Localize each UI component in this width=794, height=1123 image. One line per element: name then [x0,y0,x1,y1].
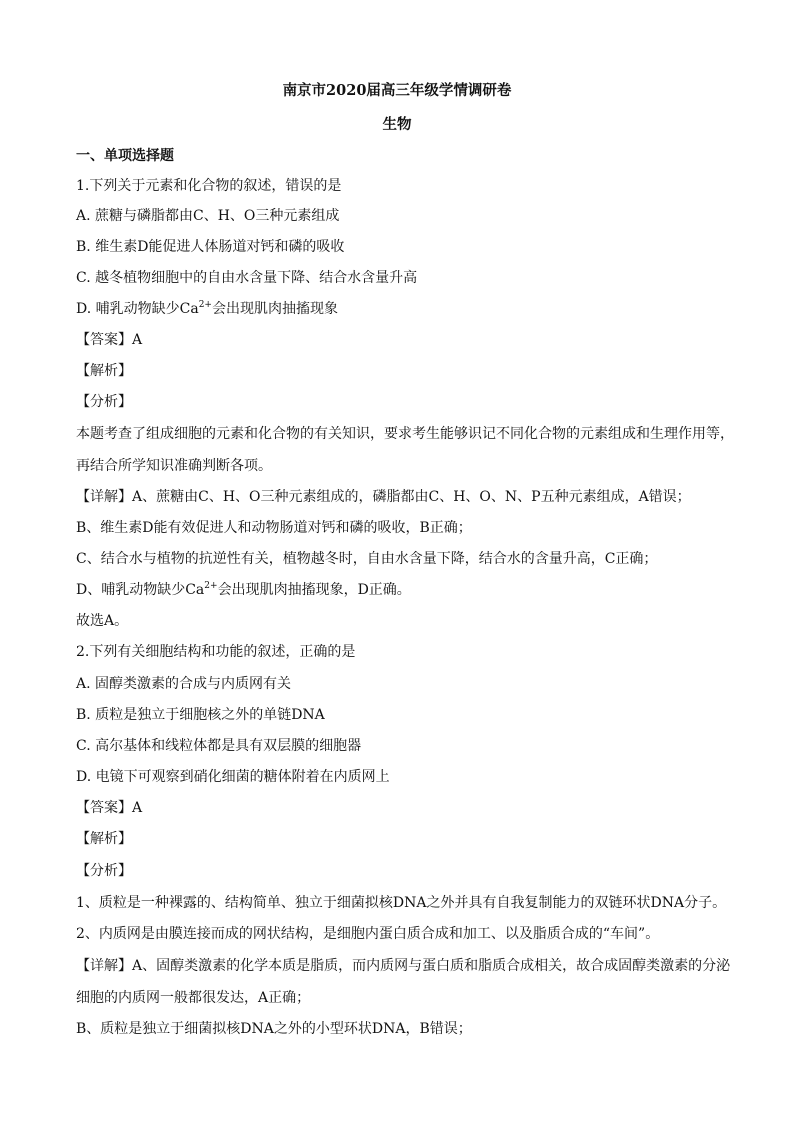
q2-option-a: A. 固醇类激素的合成与内质网有关 [76,676,292,692]
q2-detail-a-line-2: 细胞的内质网一般都很发达，A正确； [76,990,311,1006]
q1-detail-c: C、结合水与植物的抗逆性有关，植物越冬时，自由水含量下降，结合水的含量升高，C正确； [76,551,658,567]
exam-title: 南京市2020届高三年级学情调研卷 [282,82,512,99]
q1-answer: 【答案】A [76,332,143,348]
q2-jiexi-label: 【解析】 [76,831,132,847]
q1-detail-d [76,580,411,600]
q2-point-1: 1、质粒是一种裸露的、结构简单、独立于细菌拟核DNA之外并具有自我复制能力的双链环状DNA分子。 [76,895,727,911]
q1-option-b: B. 维生素D能促进人体肠道对钙和磷的吸收 [76,239,345,255]
q2-answer: 【答案】A [76,800,143,816]
q1-analysis-line-2: 再结合所学知识准确判断各项。 [76,458,272,474]
q1-option-d-superscript: 2+ [198,300,212,310]
q1-detail-a: 【详解】A、蔗糖由C、H、O三种元素组成的，磷脂都由C、H、O、N、P五种元素组成，A错误； [76,489,691,505]
q2-detail-a-line-1: 【详解】A、固醇类激素的化学本质是脂质，而内质网与蛋白质和脂质合成相关，故合成固醇类激素的分泌 [76,958,731,974]
q1-jiexi-label: 【解析】 [76,363,132,379]
q2-stem: 2.下列有关细胞结构和功能的叙述，正确的是 [76,644,356,660]
q1-option-c: C. 越冬植物细胞中的自由水含量下降、结合水含量升高 [76,270,418,286]
q2-option-d: D. 电镜下可观察到硝化细菌的糖体附着在内质网上 [76,769,390,785]
q1-detail-b: B、维生素D能有效促进人和动物肠道对钙和磷的吸收，B正确； [76,520,472,536]
q2-detail-b: B、质粒是独立于细菌拟核DNA之外的小型环状DNA，B错误； [76,1021,472,1037]
q1-option-a: A. 蔗糖与磷脂都由C、H、O三种元素组成 [76,208,340,224]
q2-option-c: C. 高尔基体和线粒体都是具有双层膜的细胞器 [76,738,362,754]
q1-conclusion: 故选A。 [76,613,129,629]
subject-title: 生物 [382,116,412,133]
q1-option-d-text: D. 哺乳动物缺少Ca [76,301,199,317]
q1-analysis-line-1: 本题考查了组成细胞的元素和化合物的有关知识，要求考生能够识记不同化合物的元素组成和生理作用等， [76,426,734,442]
q2-fenxi-label: 【分析】 [76,863,132,879]
q1-stem: 1.下列关于元素和化合物的叙述，错误的是 [76,178,342,194]
q2-option-b: B. 质粒是独立于细胞核之外的单链DNA [76,707,325,723]
section-title: 一、单项选择题 [76,148,174,164]
q1-detail-d-superscript: 2+ [204,581,218,591]
q1-detail-d-text: D、哺乳动物缺少Ca [76,582,205,598]
q1-detail-d-text-end: 会出现肌肉抽搐现象，D正确。 [217,582,411,598]
q2-point-2: 2、内质网是由膜连接而成的网状结构，是细胞内蛋白质合成和加工、以及脂质合成的“车间”。 [76,926,660,942]
q1-fenxi-label: 【分析】 [76,394,132,410]
q1-option-d [76,299,338,319]
q1-option-d-text-end: 会出现肌肉抽搐现象 [211,301,338,317]
